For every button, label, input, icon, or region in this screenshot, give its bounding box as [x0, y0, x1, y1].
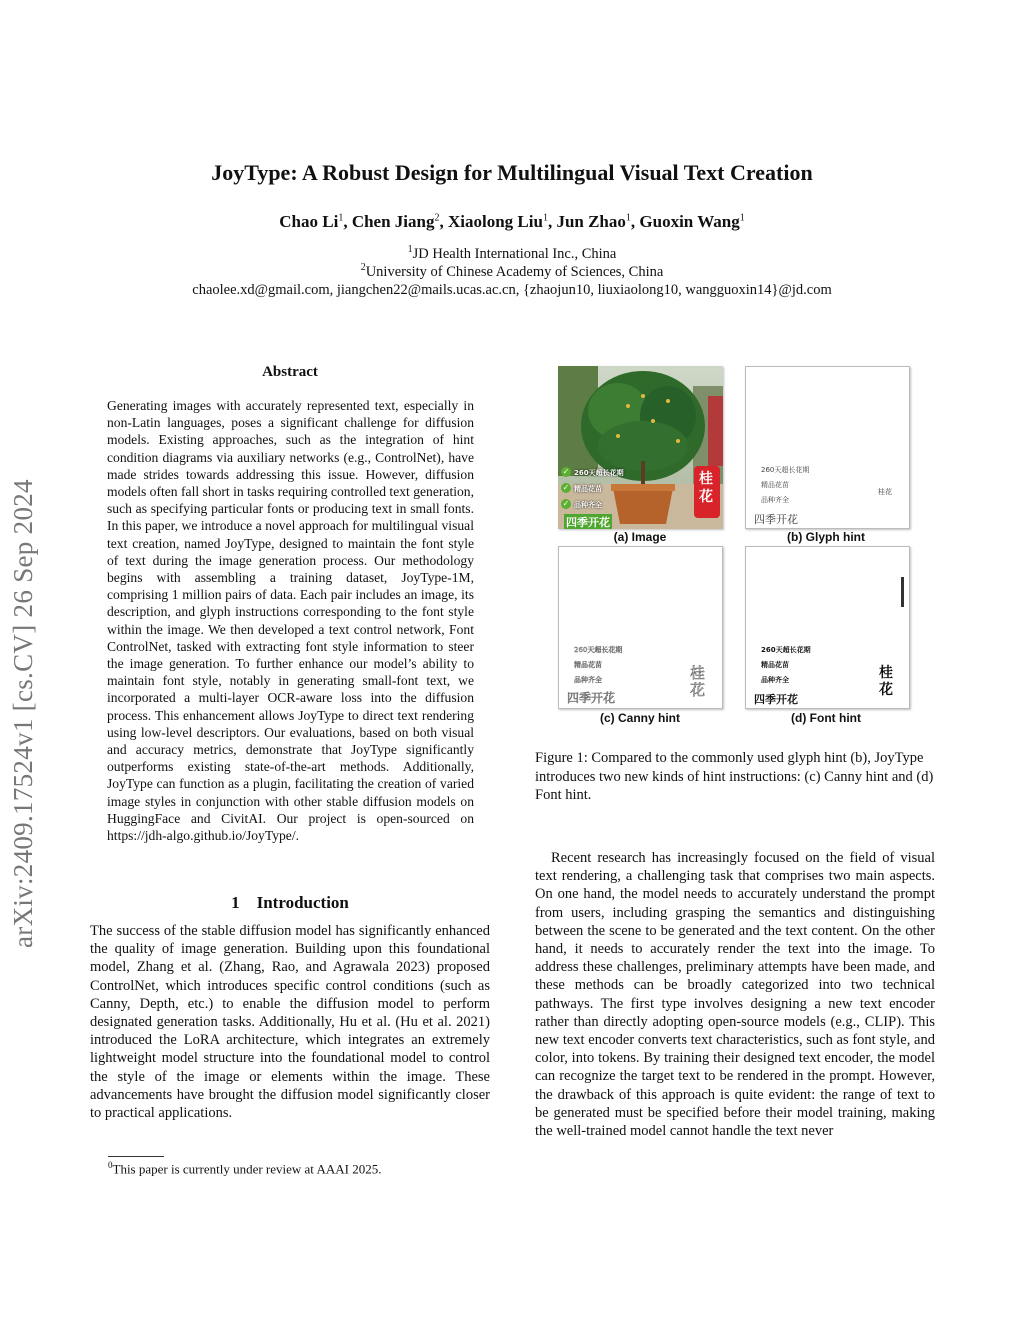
figure-caption: Figure 1: Compared to the commonly used glyph hint (b), JoyType introduces two new kinds of hint instructions: (c) Canny hint and (d) Font hint. — [535, 750, 934, 803]
check-icon: ✓ — [562, 499, 570, 508]
author: Chen Jiang$^2$, — [351, 212, 448, 231]
panel-glyph-hint — [745, 366, 910, 529]
glyph-text: 四季开花 — [754, 513, 798, 526]
tag-line: 260天超长花期 — [574, 469, 624, 477]
canny-text: 四季开花 — [567, 691, 616, 705]
arxiv-identifier: arXiv:2409.17524v1 [cs.CV] 26 Sep 2024 — [8, 479, 38, 948]
panel-font-hint — [745, 546, 910, 709]
paper-title: JoyType: A Robust Design for Multilingual Visual Text Creation — [211, 160, 813, 185]
footnote-rule — [108, 1156, 164, 1157]
font-text: 精品花苗 — [761, 661, 789, 669]
abstract-body: Generating images with accurately represented text, especially in non-Latin languages, poses a significant challenge for diffusion models. Existing approaches, such as the integration of hint condition diagrams via auxiliary networks (e.g., ControlNet), have made strides towards addressing this issue. However, diffusion models often fall short in tasks requiring controlled text generation, such as specifying particular fonts or producing text in small fonts. In this paper, we introduce a novel approach for multilingual visual text creation, named JoyType, designed to maintain the font style of text during the image generation process. Our methodology begins with assembling a training dataset, JoyType-1M, comprising 1 million pairs of data. Each pair includes an image, its description, and glyph instructions corresponding to the font style within the image. We then developed a text control network, Font ControlNet, tasked with extracting font style information to steer the image generation. To further enhance our model’s ability to maintain font style, notably in generating small-font text, we incorporated a multi-layer OCR-aware loss into the diffusion process. This enhancement allows JoyType to direct text rendering using low-level descriptors. Our evaluations, based on both visual and accuracy metrics, demonstrate that JoyType significantly outperforms existing state-of-the-art methods. Additionally, JoyType can function as a plugin, facilitating the creation of varied image styles in conjunction with other stable diffusion models on HuggingFace and CivitAI. Our project is open-sourced on https://jdh-algo.github.io/JoyType/. — [107, 398, 474, 844]
canny-text: 精品花苗 — [574, 661, 602, 669]
figure-1 — [535, 362, 935, 732]
slogan: 四季开花 — [566, 516, 610, 529]
author: Xiaolong Liu$^1$, — [447, 212, 557, 231]
introduction-body: The success of the stable diffusion model has significantly enhanced the quality of image generation. Building upon this foundational model, Zhang et al. (Zhang, Rao, and Agrawala 2023) proposed ControlNet, which introduces specific control conditions (such as Canny, Depth, etc.) to enable the diffusion model to perform designated generation tasks. Additionally, Hu et al. (Hu et al. 2021) introduced the LoRA architecture, which integrates an extremely lightweight model structure into the foundational model to control the style of the image or elements within the image. These advancements have brought the diffusion model significantly closer to practical applications. — [90, 923, 490, 1122]
canny-text: 品种齐全 — [574, 676, 602, 684]
glyph-text: 桂花 — [878, 488, 892, 496]
font-text: 260天超长花期 — [761, 646, 811, 654]
font-text: 四季开花 — [754, 693, 798, 706]
glyph-text: 品种齐全 — [761, 496, 789, 504]
vertical-tag: 桂花 — [699, 471, 713, 505]
canny-text: 桂花 — [690, 664, 706, 699]
check-icon: ✓ — [562, 483, 570, 492]
tag-line: 品种齐全 — [574, 501, 602, 509]
canny-text: 260天超长花期 — [574, 646, 623, 654]
font-text: 桂花 — [879, 665, 893, 698]
panel-label: (a) Image — [613, 530, 667, 544]
panel-image — [558, 366, 723, 529]
panel-label: (d) Font hint — [791, 711, 861, 725]
glyph-text: 精品花苗 — [761, 481, 789, 489]
panel-canny-hint — [558, 546, 723, 709]
tag-line: 精品花苗 — [574, 485, 602, 493]
author-list — [0, 212, 1024, 232]
panel-label: (b) Glyph hint — [787, 530, 865, 544]
author-emails: chaolee.xd@gmail.com, jiangchen22@mails.ucas.ac.cn, {zhaojun10, liuxiaolong10, wangguoxin14}@jd.com — [192, 282, 832, 298]
vertical-text-strip — [901, 577, 904, 607]
author: Jun Zhao$^1$, — [556, 212, 640, 231]
affiliation: $^2$University of Chinese Academy of Sciences, China — [360, 262, 664, 280]
check-icon: ✓ — [562, 467, 570, 476]
section-heading: 1 Introduction — [231, 893, 349, 912]
abstract-heading: Abstract — [262, 364, 318, 380]
affiliation: $^1$JD Health International Inc., China — [407, 244, 617, 262]
footnote: $^0$This paper is currently under review at AAAI 2025. — [108, 1160, 382, 1177]
author: Chao Li$^1$, — [279, 212, 352, 231]
glyph-text: 260天超长花期 — [761, 466, 810, 474]
panel-label: (c) Canny hint — [600, 711, 680, 725]
right-column-body: Recent research has increasingly focused on the field of visual text rendering, a challenging task that comprises two main aspects. On one hand, the model needs to accurately understand the prompt from users, including grasping the semantics and distinguishing between the scene to be generated and the text content. On the other hand, it needs to accurately render the text into the image. To address these challenges, preliminary attempts have been made, and these methods can be broadly categorized into two technical pathways. The first type involves designing a new text encoder rather than directly adopting open-source models (e.g., CLIP). This new text encoder converts text characteristics, such as font style, and color, into tokens. By training their designed text encoder, the model can recognize the target text to be rendered in the prompt. However, the drawback of this approach is quite evident: the range of text to be generated must be specified before their model training, making the well-trained model cannot handle the text never — [535, 850, 935, 1140]
author: Guoxin Wang$^1$ — [639, 212, 745, 231]
font-text: 品种齐全 — [761, 676, 789, 684]
